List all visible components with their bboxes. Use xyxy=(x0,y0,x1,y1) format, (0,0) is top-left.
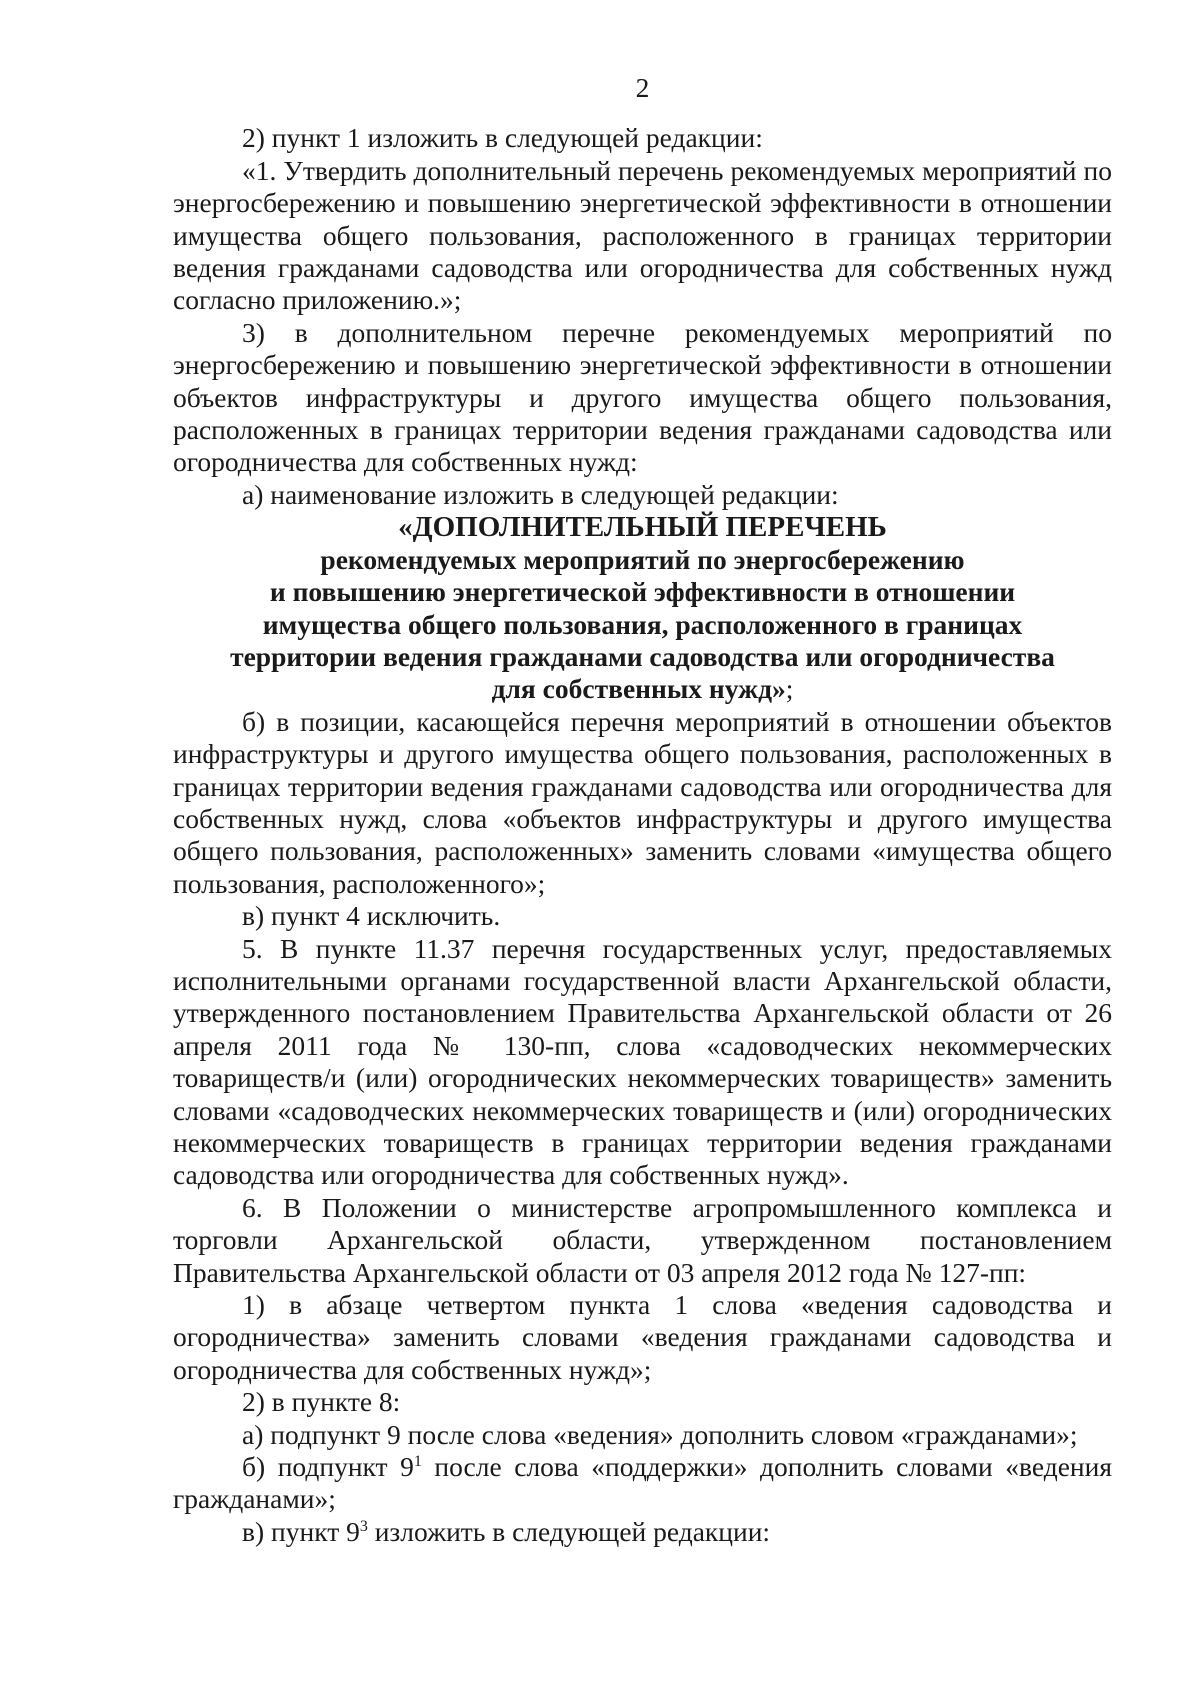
para-b-after: после слова «поддержки» дополнить словами «ведения гражданами»; xyxy=(173,1451,1112,1515)
para-b-before: б) подпункт 9 xyxy=(242,1451,414,1483)
paragraph-item-a: а) наименование изложить в следующей редакции: xyxy=(242,478,839,510)
paragraph-item-6-2-v xyxy=(173,1516,1112,1548)
paragraph-item-5: 5. В пункте 11.37 перечня государственных услуг, предоставляемых исполнительными органами государственной власти Архангельской области, утвержденного постановлением Правительства Архангельской области от 26 апреля 2011 года № 130-пп, слова «садоводческих некоммерческих товариществ/и (или) огороднических некоммерческих товариществ» заменить словами «садоводческих некоммерческих товариществ и (или) огороднических некоммерческих товариществ в границах территории ведения гражданами садоводства или огородничества для собственных нужд». xyxy=(173,932,1112,1191)
para-v-superscript: 3 xyxy=(359,1517,368,1535)
heading-line-2: рекомендуемых мероприятий по энергосбережению xyxy=(320,543,965,575)
heading-line-6-tail: ; xyxy=(785,673,794,705)
para-v-after: изложить в следующей редакции: xyxy=(367,1515,771,1547)
paragraph-item-b: б) в позиции, касающейся перечня мероприятий в отношении объектов инфраструктуры и другого имущества общего пользования, расположенных в границах территории ведения гражданами садоводства или огородничества для собственных нужд, слова «объектов инфраструктуры и другого имущества общего пользования, расположенных» заменить словами «имущества общего пользования, расположенного»; xyxy=(173,705,1112,899)
paragraph-item-2: 2) пункт 1 изложить в следующей редакции: xyxy=(242,122,763,154)
page-number: 2 xyxy=(635,72,650,103)
paragraph-item-6-2-b xyxy=(173,1451,1112,1516)
paragraph-item-6-2: 2) в пункте 8: xyxy=(242,1386,401,1418)
heading-line-3: и повышению энергетической эффективности в отношении xyxy=(269,576,1016,608)
heading-line-6-bold: для собственных нужд» xyxy=(491,673,786,705)
para-b-superscript: 1 xyxy=(413,1452,422,1470)
heading-line-1: «ДОПОЛНИТЕЛЬНЫЙ ПЕРЕЧЕНЬ xyxy=(398,511,887,544)
paragraph-item-v: в) пункт 4 исключить. xyxy=(242,900,501,932)
para-v-before: в) пункт 9 xyxy=(242,1515,360,1547)
heading-line-6 xyxy=(173,673,1112,705)
paragraph-item-6: 6. В Положении о министерстве агропромышленного комплекса и торговли Архангельской области, утвержденном постановлением Правительства Архангельской области от 03 апреля 2012 года № 127-пп: xyxy=(173,1191,1112,1288)
paragraph-item-3: 3) в дополнительном перечне рекомендуемых мероприятий по энергосбережению и повышению энергетической эффективности в отношении объектов инфраструктуры и другого имущества общего пользования, расположенных в границах территории ведения гражданами садоводства или огородничества для собственных нужд: xyxy=(173,316,1112,478)
paragraph-item-6-1: 1) в абзаце четвертом пункта 1 слова «ведения садоводства и огородничества» заменить словами «ведения гражданами садоводства и огородничества для собственных нужд»; xyxy=(173,1289,1112,1385)
paragraph-quote-item-1: «1. Утвердить дополнительный перечень рекомендуемых мероприятий по энергосбережению и повышению энергетической эффективности в отношении имущества общего пользования, расположенного в границах территории ведения гражданами садоводства или огородничества для собственных нужд согласно приложению.»; xyxy=(173,154,1112,316)
heading-line-4: имущества общего пользования, расположенного в границах xyxy=(262,608,1023,640)
heading-line-5: территории ведения гражданами садоводства или огородничества xyxy=(230,640,1055,672)
title-block xyxy=(173,511,1112,705)
paragraph-item-6-2-a: а) подпункт 9 после слова «ведения» дополнить словом «гражданами»; xyxy=(242,1418,1078,1450)
